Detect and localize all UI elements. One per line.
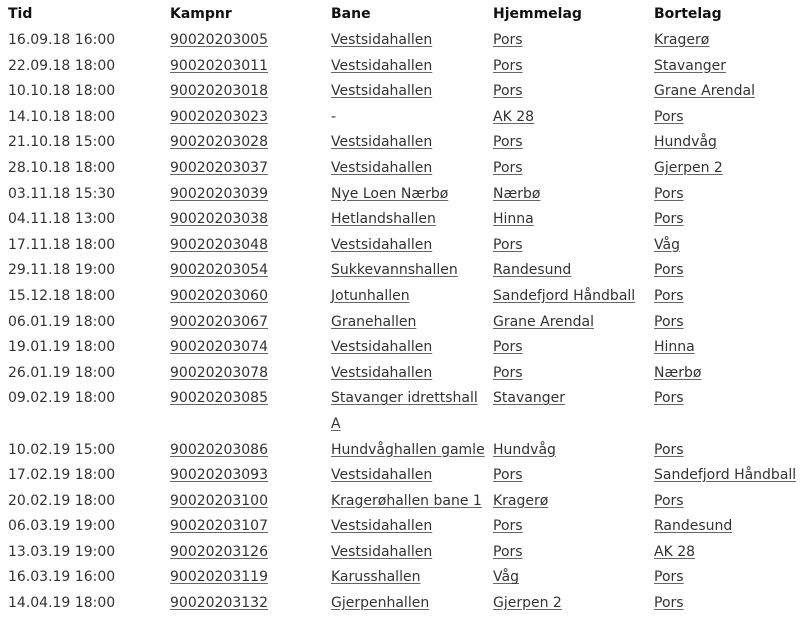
match-number-link[interactable]: 90020203038 — [170, 211, 268, 228]
home-team-link[interactable]: AK 28 — [493, 108, 535, 125]
venue-cell — [323, 514, 485, 540]
match-time-text: 19.01.19 18:00 — [8, 339, 116, 356]
home-team-cell — [485, 386, 646, 437]
venue-link[interactable]: Sukkevannshallen — [331, 262, 458, 279]
away-team-cell — [646, 540, 804, 566]
home-team-cell — [485, 514, 646, 540]
match-number-link[interactable]: 90020203028 — [170, 134, 268, 151]
away-team-link[interactable]: Stavanger — [654, 57, 726, 74]
match-time-cell — [0, 591, 162, 617]
home-team-link[interactable]: Pors — [493, 57, 523, 74]
home-team-cell — [485, 79, 646, 105]
venue-link[interactable]: Kragerøhallen bane 1 — [331, 492, 482, 509]
away-team-cell — [646, 284, 804, 310]
match-number-cell — [162, 105, 323, 131]
home-team-cell — [485, 233, 646, 259]
away-team-cell — [646, 386, 804, 437]
venue-link[interactable]: Hundvåghallen gamle — [331, 441, 485, 458]
away-team-cell — [646, 335, 804, 361]
match-number-link[interactable]: 90020203126 — [170, 543, 268, 560]
venue-link[interactable]: Vestsidahallen — [331, 83, 433, 100]
table-row — [0, 233, 804, 259]
table-row — [0, 105, 804, 131]
match-number-cell — [162, 258, 323, 284]
match-number-cell — [162, 386, 323, 437]
home-team-link[interactable]: Hundvåg — [493, 441, 556, 458]
match-time-cell — [0, 463, 162, 489]
venue-cell — [323, 105, 485, 131]
venue-link[interactable]: Vestsidahallen — [331, 339, 433, 356]
match-time-text: 13.03.19 19:00 — [8, 543, 116, 560]
table-row — [0, 489, 804, 515]
match-time-cell — [0, 258, 162, 284]
match-time-cell — [0, 28, 162, 54]
table-row — [0, 463, 804, 489]
match-time-cell — [0, 156, 162, 182]
match-time-cell — [0, 105, 162, 131]
match-time-cell — [0, 284, 162, 310]
home-team-cell — [485, 489, 646, 515]
match-time-cell — [0, 489, 162, 515]
match-number-cell — [162, 182, 323, 208]
match-time-cell — [0, 182, 162, 208]
home-team-cell — [485, 310, 646, 336]
match-number-link[interactable]: 90020203107 — [170, 518, 268, 535]
home-team-cell — [485, 156, 646, 182]
match-time-cell — [0, 233, 162, 259]
table-row — [0, 361, 804, 387]
match-number-link[interactable]: 90020203085 — [170, 390, 268, 407]
away-team-link[interactable]: Kragerø — [654, 32, 710, 48]
match-number-link[interactable]: 90020203005 — [170, 32, 268, 48]
home-team-cell — [485, 463, 646, 489]
match-time-cell — [0, 79, 162, 105]
away-team-cell — [646, 182, 804, 208]
match-number-link[interactable]: 90020203067 — [170, 313, 268, 330]
match-time-text: 17.02.19 18:00 — [8, 467, 116, 484]
away-team-link[interactable]: Pors — [654, 313, 684, 330]
home-team-cell — [485, 28, 646, 54]
match-number-cell — [162, 130, 323, 156]
match-time-cell — [0, 386, 162, 437]
away-team-link[interactable]: Pors — [654, 108, 684, 125]
match-time-text: 22.09.18 18:00 — [8, 57, 116, 74]
away-team-cell — [646, 565, 804, 591]
away-team-link[interactable]: Gjerpen 2 — [654, 159, 723, 176]
venue-cell — [323, 591, 485, 617]
venue-link[interactable]: Karusshallen — [331, 569, 421, 586]
table-row — [0, 386, 804, 437]
home-team-link[interactable]: Pors — [493, 364, 523, 381]
venue-link[interactable]: Vestsidahallen — [331, 159, 433, 176]
match-time-text: 10.10.18 18:00 — [8, 83, 116, 100]
table-row — [0, 335, 804, 361]
venue-link[interactable]: Gjerpenhallen — [331, 595, 430, 612]
venue-link[interactable]: Vestsidahallen — [331, 236, 433, 253]
venue-cell — [323, 386, 485, 437]
match-number-link[interactable]: 90020203048 — [170, 236, 268, 253]
match-time-text: 04.11.18 13:00 — [8, 211, 116, 228]
away-team-cell — [646, 54, 804, 80]
match-time-text: 03.11.18 15:30 — [8, 185, 116, 202]
match-number-cell — [162, 591, 323, 617]
match-time-text: 10.02.19 15:00 — [8, 441, 116, 458]
home-team-cell — [485, 258, 646, 284]
match-time-text: 14.04.19 18:00 — [8, 595, 116, 612]
venue-cell — [323, 438, 485, 464]
match-number-cell — [162, 284, 323, 310]
venue-cell — [323, 335, 485, 361]
away-team-cell — [646, 489, 804, 515]
away-team-link[interactable]: AK 28 — [654, 543, 696, 560]
venue-text: - — [331, 108, 337, 125]
home-team-link[interactable]: Pors — [493, 339, 523, 356]
venue-cell — [323, 79, 485, 105]
match-number-link[interactable]: 90020203037 — [170, 159, 268, 176]
away-team-cell — [646, 438, 804, 464]
away-team-cell — [646, 105, 804, 131]
venue-link[interactable]: Vestsidahallen — [331, 32, 433, 48]
table-row — [0, 182, 804, 208]
match-number-link[interactable]: 90020203023 — [170, 108, 268, 125]
home-team-cell — [485, 182, 646, 208]
match-time-text: 14.10.18 18:00 — [8, 108, 116, 125]
home-team-link[interactable]: Pors — [493, 134, 523, 151]
away-team-link[interactable]: Pors — [654, 211, 684, 228]
home-team-cell — [485, 361, 646, 387]
table-row — [0, 79, 804, 105]
home-team-link[interactable]: Pors — [493, 467, 523, 484]
home-team-cell — [485, 540, 646, 566]
table-row — [0, 514, 804, 540]
venue-cell — [323, 54, 485, 80]
venue-cell — [323, 182, 485, 208]
home-team-link[interactable]: Pors — [493, 543, 523, 560]
venue-cell — [323, 565, 485, 591]
match-number-cell — [162, 233, 323, 259]
table-row — [0, 284, 804, 310]
home-team-link[interactable]: Randesund — [493, 262, 572, 279]
away-team-link[interactable]: Pors — [654, 287, 684, 304]
column-header-kampnr: Kampnr — [170, 6, 232, 22]
match-number-cell — [162, 310, 323, 336]
venue-link[interactable]: Stavanger idrettshall A — [331, 390, 478, 432]
venue-cell — [323, 233, 485, 259]
match-number-link[interactable]: 90020203086 — [170, 441, 268, 458]
match-time-cell — [0, 310, 162, 336]
match-number-cell — [162, 156, 323, 182]
away-team-link[interactable]: Pors — [654, 390, 684, 407]
match-number-link[interactable]: 90020203060 — [170, 287, 268, 304]
match-number-link[interactable]: 90020203018 — [170, 83, 268, 100]
match-time-text: 06.03.19 19:00 — [8, 518, 116, 535]
match-time-text: 09.02.19 18:00 — [8, 390, 116, 407]
venue-link[interactable]: Vestsidahallen — [331, 57, 433, 74]
match-number-link[interactable]: 90020203078 — [170, 364, 268, 381]
home-team-link[interactable]: Pors — [493, 159, 523, 176]
home-team-cell — [485, 438, 646, 464]
venue-link[interactable]: Vestsidahallen — [331, 467, 433, 484]
away-team-cell — [646, 463, 804, 489]
home-team-cell — [485, 284, 646, 310]
table-row — [0, 156, 804, 182]
table-row — [0, 565, 804, 591]
away-team-cell — [646, 28, 804, 54]
table-row — [0, 438, 804, 464]
venue-link[interactable]: Vestsidahallen — [331, 543, 433, 560]
match-time-cell — [0, 54, 162, 80]
home-team-cell — [485, 130, 646, 156]
match-time-cell — [0, 335, 162, 361]
home-team-link[interactable]: Hinna — [493, 211, 534, 228]
venue-cell — [323, 156, 485, 182]
away-team-link[interactable]: Pors — [654, 262, 684, 279]
home-team-cell — [485, 591, 646, 617]
away-team-cell — [646, 233, 804, 259]
match-number-link[interactable]: 90020203132 — [170, 595, 268, 612]
away-team-link[interactable]: Nærbø — [654, 364, 702, 381]
match-time-cell — [0, 361, 162, 387]
venue-link[interactable]: Vestsidahallen — [331, 364, 433, 381]
table-row — [0, 310, 804, 336]
match-number-cell — [162, 207, 323, 233]
away-team-cell — [646, 514, 804, 540]
match-number-link[interactable]: 90020203093 — [170, 467, 268, 484]
home-team-link[interactable]: Våg — [493, 569, 519, 586]
away-team-cell — [646, 156, 804, 182]
table-row — [0, 207, 804, 233]
home-team-link[interactable]: Kragerø — [493, 492, 549, 509]
match-time-text: 20.02.19 18:00 — [8, 492, 116, 509]
away-team-link[interactable]: Pors — [654, 185, 684, 202]
home-team-cell — [485, 105, 646, 131]
venue-cell — [323, 310, 485, 336]
away-team-cell — [646, 258, 804, 284]
venue-cell — [323, 130, 485, 156]
table-row — [0, 591, 804, 617]
match-number-cell — [162, 463, 323, 489]
away-team-cell — [646, 207, 804, 233]
home-team-cell — [485, 335, 646, 361]
table-row — [0, 54, 804, 80]
away-team-link[interactable]: Pors — [654, 595, 684, 612]
away-team-cell — [646, 310, 804, 336]
match-number-cell — [162, 335, 323, 361]
home-team-link[interactable]: Grane Arendal — [493, 313, 594, 330]
match-time-cell — [0, 540, 162, 566]
match-number-link[interactable]: 90020203100 — [170, 492, 268, 509]
home-team-link[interactable]: Pors — [493, 83, 523, 100]
home-team-link[interactable]: Pors — [493, 236, 523, 253]
away-team-cell — [646, 79, 804, 105]
venue-link[interactable]: Jotunhallen — [331, 287, 410, 304]
away-team-link[interactable]: Hinna — [654, 339, 695, 356]
match-number-cell — [162, 438, 323, 464]
match-time-text: 06.01.19 18:00 — [8, 313, 116, 330]
venue-cell — [323, 284, 485, 310]
match-number-cell — [162, 28, 323, 54]
venue-link[interactable]: Hetlandshallen — [331, 211, 436, 228]
match-time-cell — [0, 207, 162, 233]
match-time-cell — [0, 565, 162, 591]
home-team-link[interactable]: Pors — [493, 518, 523, 535]
match-number-link[interactable]: 90020203119 — [170, 569, 268, 586]
column-header-hjemmelag: Hjemmelag — [493, 6, 582, 22]
venue-cell — [323, 463, 485, 489]
venue-link[interactable]: Vestsidahallen — [331, 518, 433, 535]
match-number-link[interactable]: 90020203054 — [170, 262, 268, 279]
away-team-cell — [646, 130, 804, 156]
table-row — [0, 28, 804, 54]
table-row — [0, 540, 804, 566]
column-header-tid: Tid — [8, 6, 33, 22]
match-number-cell — [162, 361, 323, 387]
match-number-cell — [162, 565, 323, 591]
match-number-cell — [162, 79, 323, 105]
match-time-text: 15.12.18 18:00 — [8, 287, 116, 304]
away-team-link[interactable]: Randesund — [654, 518, 733, 535]
venue-cell — [323, 258, 485, 284]
match-time-cell — [0, 514, 162, 540]
match-time-text: 16.03.19 16:00 — [8, 569, 116, 586]
match-time-cell — [0, 130, 162, 156]
away-team-link[interactable]: Våg — [654, 236, 680, 253]
match-number-cell — [162, 514, 323, 540]
match-number-cell — [162, 540, 323, 566]
home-team-link[interactable]: Sandefjord Håndball — [493, 287, 636, 304]
away-team-link[interactable]: Sandefjord Håndball — [654, 467, 797, 484]
away-team-link[interactable]: Pors — [654, 569, 684, 586]
away-team-cell — [646, 591, 804, 617]
away-team-link[interactable]: Pors — [654, 492, 684, 509]
home-team-link[interactable]: Pors — [493, 32, 523, 48]
table-row — [0, 130, 804, 156]
match-number-link[interactable]: 90020203011 — [170, 57, 268, 74]
venue-cell — [323, 361, 485, 387]
match-time-text: 26.01.19 18:00 — [8, 364, 116, 381]
match-time-text: 28.10.18 18:00 — [8, 159, 116, 176]
table-row — [0, 258, 804, 284]
match-number-cell — [162, 489, 323, 515]
venue-cell — [323, 207, 485, 233]
venue-cell — [323, 28, 485, 54]
away-team-link[interactable]: Pors — [654, 441, 684, 458]
column-header-bane: Bane — [331, 6, 371, 22]
match-number-cell — [162, 54, 323, 80]
home-team-cell — [485, 565, 646, 591]
away-team-link[interactable]: Grane Arendal — [654, 83, 755, 100]
match-number-link[interactable]: 90020203074 — [170, 339, 268, 356]
away-team-link[interactable]: Hundvåg — [654, 134, 717, 151]
venue-link[interactable]: Nye Loen Nærbø — [331, 185, 449, 202]
match-time-text: 29.11.18 19:00 — [8, 262, 116, 279]
home-team-link[interactable]: Stavanger — [493, 390, 565, 407]
table-header-row — [0, 0, 804, 28]
home-team-link[interactable]: Nærbø — [493, 185, 541, 202]
venue-link[interactable]: Vestsidahallen — [331, 134, 433, 151]
home-team-cell — [485, 207, 646, 233]
venue-cell — [323, 540, 485, 566]
column-header-bortelag: Bortelag — [654, 6, 722, 22]
match-time-text: 21.10.18 15:00 — [8, 134, 116, 151]
venue-cell — [323, 489, 485, 515]
match-time-text: 16.09.18 16:00 — [8, 32, 116, 48]
match-number-link[interactable]: 90020203039 — [170, 185, 268, 202]
home-team-link[interactable]: Gjerpen 2 — [493, 595, 562, 612]
away-team-cell — [646, 361, 804, 387]
match-time-cell — [0, 438, 162, 464]
match-time-text: 17.11.18 18:00 — [8, 236, 116, 253]
home-team-cell — [485, 54, 646, 80]
venue-link[interactable]: Granehallen — [331, 313, 417, 330]
